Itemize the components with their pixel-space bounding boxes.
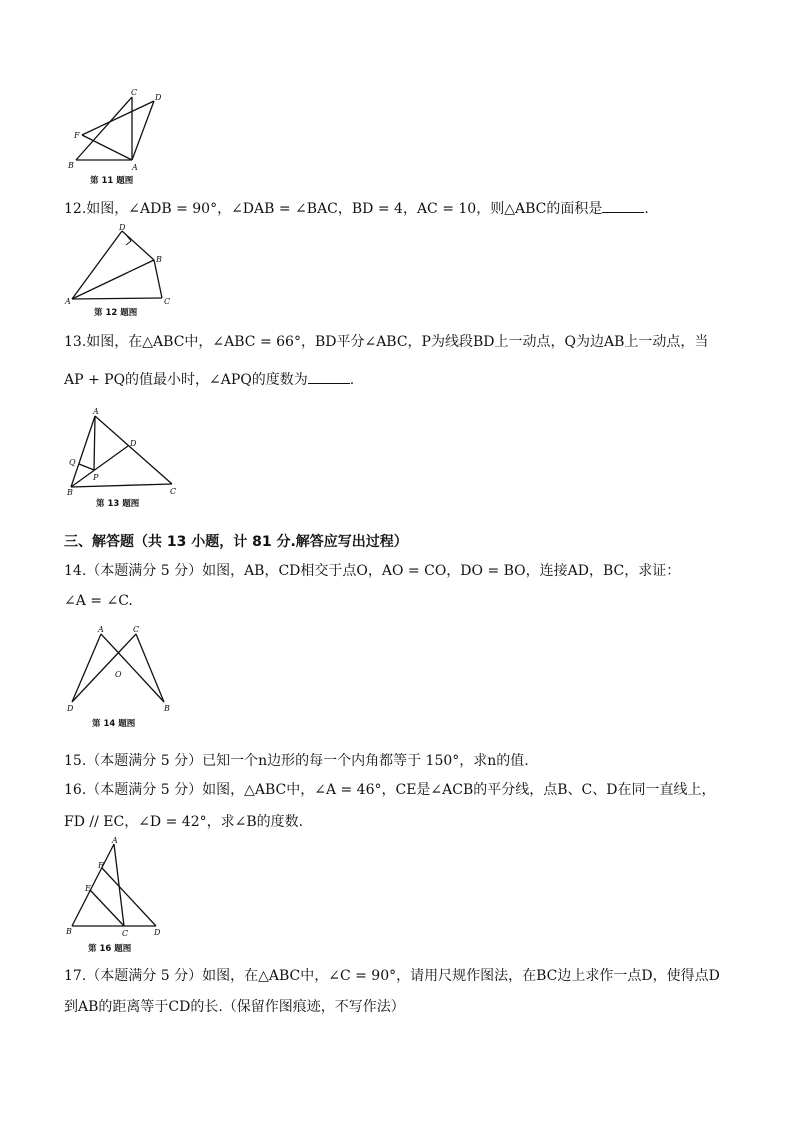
fig14-label-c: C bbox=[133, 625, 140, 634]
fig16-label-b: B bbox=[66, 927, 72, 936]
fig12-label-b: B bbox=[156, 255, 162, 264]
question-17-line-1: 17.（本题满分 5 分）如图，在△ABC中，∠C = 90°，请用尺规作图法，在BC边上求作一点D，使得点D bbox=[64, 968, 720, 984]
section-3-heading: 三、解答题（共 13 小题，计 81 分.解答应写出过程） bbox=[64, 534, 408, 550]
figure-11 bbox=[62, 88, 172, 186]
figure-16 bbox=[62, 836, 172, 954]
question-16-line-2: FD // EC，∠D = 42°，求∠B的度数. bbox=[64, 814, 304, 830]
question-15-line-1: 15.（本题满分 5 分）已知一个n边形的每一个内角都等于 150°，求n的值. bbox=[64, 753, 529, 769]
fig13-label-b: B bbox=[67, 488, 73, 497]
fig12-label-c: C bbox=[164, 297, 171, 306]
fig11-label-f: F bbox=[74, 131, 80, 140]
question-13-line-1: 13.如图，在△ABC中，∠ABC = 66°，BD平分∠ABC，P为线段BD上一动点，Q为边AB上一动点，当 bbox=[64, 334, 709, 350]
figure-12 bbox=[62, 222, 182, 318]
figure-16-diagram bbox=[62, 838, 172, 938]
fig16-label-f: F bbox=[98, 861, 104, 870]
figure-13-caption: 第 13 题图 bbox=[96, 499, 140, 509]
question-12-text: 12.如图，∠ADB = 90°，∠DAB = ∠BAC，BD = 4，AC = 10，则△ABC的面积是 bbox=[64, 201, 603, 217]
fig11-label-d: D bbox=[155, 93, 162, 102]
question-14-line-2: ∠A = ∠C. bbox=[64, 593, 133, 609]
question-16-line-1: 16.（本题满分 5 分）如图，△ABC中，∠A = 46°，CE是∠ACB的平分线，点B、C、D在同一直线上， bbox=[64, 782, 716, 798]
fig14-label-a: A bbox=[98, 625, 104, 634]
figure-16-caption: 第 16 题图 bbox=[88, 944, 132, 954]
figure-14-caption: 第 14 题图 bbox=[92, 719, 136, 729]
question-17-line-2: 到AB的距离等于CD的长.（保留作图痕迹，不写作法） bbox=[64, 999, 405, 1015]
fig11-label-b: B bbox=[68, 161, 74, 170]
fig14-label-o: O bbox=[115, 670, 122, 679]
answer-blank-13[interactable] bbox=[308, 369, 350, 384]
figure-12-caption: 第 12 题图 bbox=[94, 308, 138, 318]
figure-14 bbox=[62, 622, 182, 729]
figure-13 bbox=[62, 404, 187, 509]
fig13-label-p: P bbox=[93, 473, 99, 482]
figure-12-diagram bbox=[62, 222, 182, 312]
question-12-end: . bbox=[644, 201, 649, 217]
fig11-label-c: C bbox=[131, 88, 138, 97]
figure-11-caption: 第 11 题图 bbox=[90, 176, 134, 186]
question-14-line-1: 14.（本题满分 5 分）如图，AB，CD相交于点O，AO = CO，DO = BO，连接AD，BC，求证： bbox=[64, 563, 681, 579]
question-12 bbox=[64, 198, 649, 219]
fig12-label-d: D bbox=[119, 223, 126, 232]
fig16-label-c: C bbox=[122, 929, 129, 938]
figure-13-diagram bbox=[62, 404, 187, 499]
fig16-label-d: D bbox=[154, 928, 161, 937]
question-13-text: AP + PQ的值最小时，∠APQ的度数为 bbox=[64, 372, 308, 388]
fig13-label-a: A bbox=[93, 407, 99, 416]
fig12-label-a: A bbox=[65, 297, 71, 306]
question-13-end: . bbox=[349, 372, 355, 388]
fig13-label-c: C bbox=[170, 487, 177, 496]
fig13-label-d: D bbox=[130, 439, 137, 448]
figure-14-diagram bbox=[62, 622, 182, 712]
fig14-label-d: D bbox=[67, 704, 74, 713]
fig13-label-q: Q bbox=[69, 458, 76, 467]
question-13-line-2 bbox=[64, 369, 354, 390]
fig16-label-e: E bbox=[85, 884, 91, 893]
fig14-label-b: B bbox=[164, 704, 170, 713]
fig11-label-a: A bbox=[132, 163, 138, 172]
fig16-label-a: A bbox=[112, 836, 118, 845]
answer-blank-12[interactable] bbox=[602, 198, 644, 213]
figure-11-diagram bbox=[62, 88, 172, 180]
